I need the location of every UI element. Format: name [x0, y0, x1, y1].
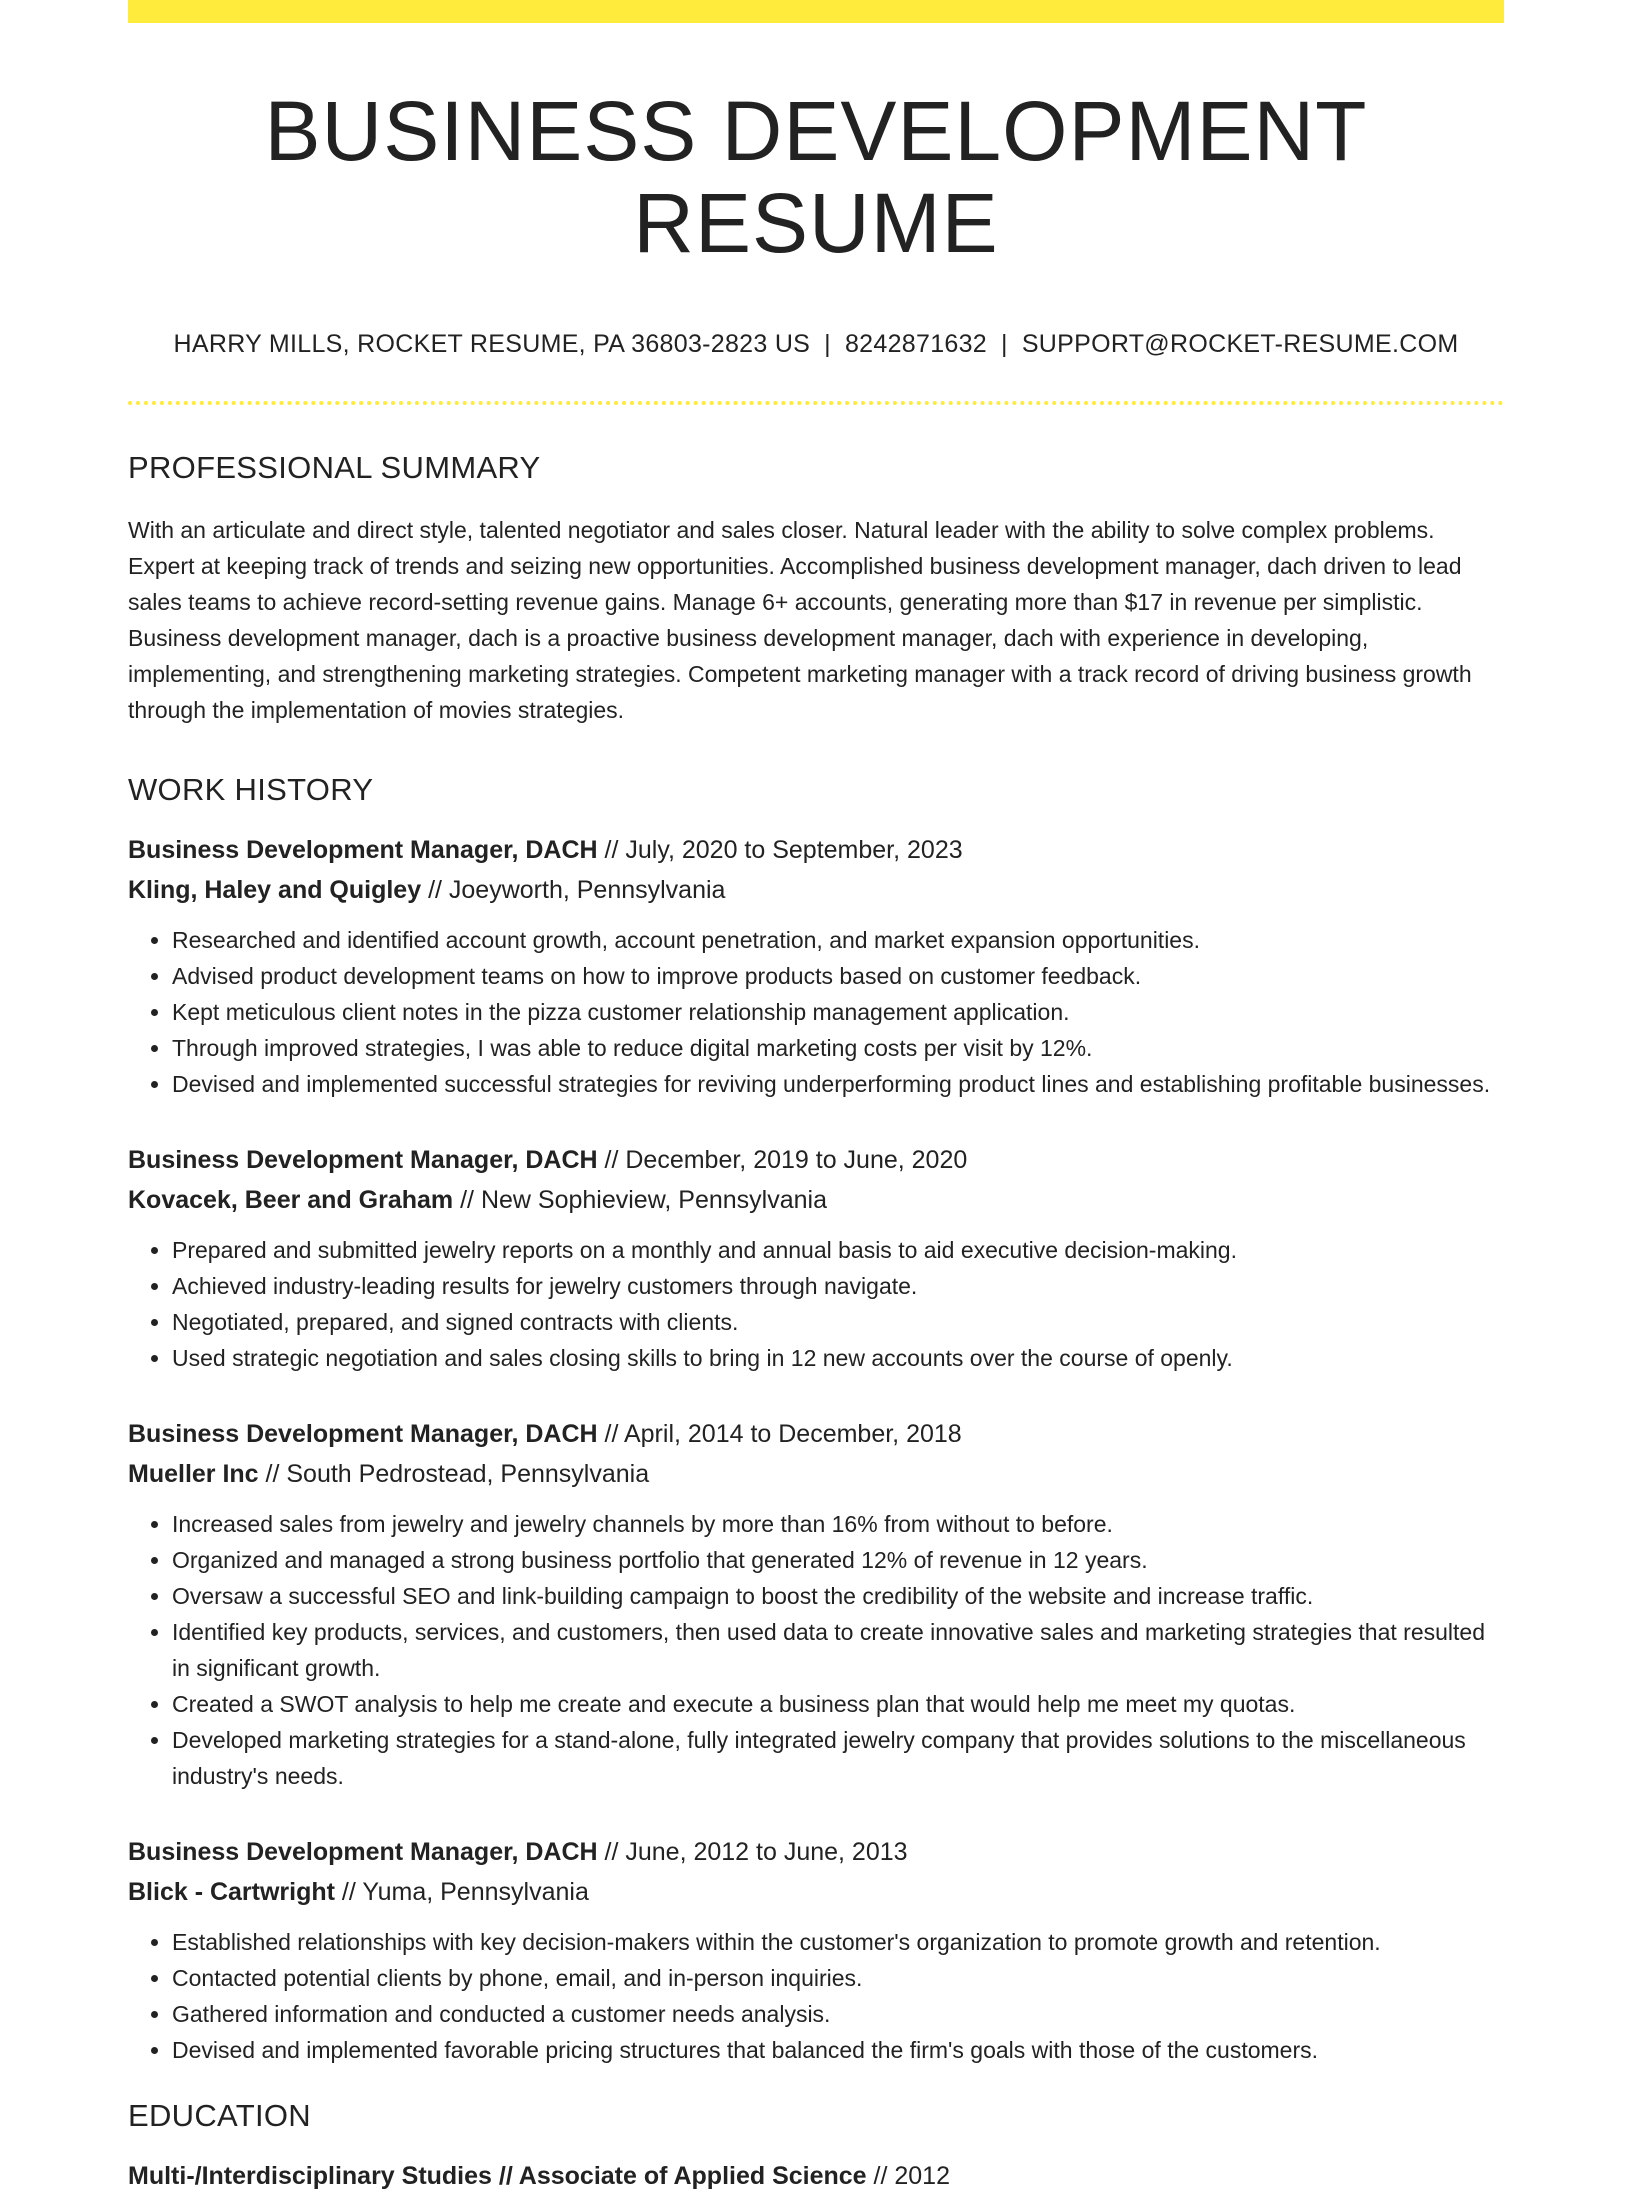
job-company-line	[128, 1454, 1504, 1494]
job-title: Business Development Manager, DACH	[128, 835, 598, 864]
bullet-item: • Organized and managed a strong business portfolio that generated 12% of revenue in 12 years.	[172, 1542, 1504, 1578]
job-location: // New Sophieview, Pennsylvania	[453, 1185, 827, 1214]
job-title: Business Development Manager, DACH	[128, 1419, 598, 1448]
job-company: Kling, Haley and Quigley	[128, 875, 422, 904]
job-company-line	[128, 1180, 1504, 1220]
contact-separator: |	[824, 329, 831, 358]
education-heading: EDUCATION	[128, 2097, 311, 2133]
contact-separator: |	[1001, 329, 1008, 358]
bullet-item: • Advised product development teams on how to improve products based on customer feedback.	[172, 958, 1504, 994]
job-dates: // April, 2014 to December, 2018	[597, 1419, 962, 1448]
job-bullets	[128, 922, 1504, 1102]
education-list	[128, 2156, 1504, 2196]
bullet-item: • Identified key products, services, and customers, then used data to create innovative sales and marketing strategies that resulted in significant growth.	[172, 1614, 1504, 1686]
page-title: BUSINESS DEVELOPMENT RESUME	[264, 84, 1368, 271]
education-entry	[128, 2156, 1504, 2196]
summary-text: With an articulate and direct style, talented negotiator and sales closer. Natural leader with the ability to solve complex problems. Expert at keeping track of trends and seizing new opportunities. Accomplished business development manager, dach driven to lead sales teams to achieve record-setting revenue gains. Manage 6+ accounts, generating more than $17 in revenue per simplistic. Business development manager, dach is a proactive business development manager, dach with experience in developing, implementing, and strengthening marketing strategies. Competent marketing manager with a track record of driving business growth through the implementation of movies strategies.	[128, 516, 1472, 723]
job-title: Business Development Manager, DACH	[128, 1145, 598, 1174]
bullet-item: • Prepared and submitted jewelry reports on a monthly and annual basis to aid executive decision-making.	[172, 1232, 1504, 1268]
job-dates: // July, 2020 to September, 2023	[597, 835, 963, 864]
bullet-item: • Kept meticulous client notes in the pizza customer relationship management application.	[172, 994, 1504, 1030]
job-title-line	[128, 1414, 1504, 1454]
job-company-line	[128, 870, 1504, 910]
contact-phone: 8242871632	[844, 329, 988, 358]
job-title-line	[128, 830, 1504, 870]
dotted-divider	[128, 401, 1504, 405]
summary-heading: PROFESSIONAL SUMMARY	[128, 449, 541, 485]
job-title: Business Development Manager, DACH	[128, 1837, 598, 1866]
job-entry	[128, 1414, 1504, 1794]
bullet-item: • Devised and implemented favorable pricing structures that balanced the firm's goals with those of the customers.	[172, 2032, 1504, 2068]
bullet-item: • Researched and identified account growth, account penetration, and market expansion opportunities.	[172, 922, 1504, 958]
job-title-line	[128, 1832, 1504, 1872]
work-history-list	[128, 830, 1504, 2068]
contact-address: HARRY MILLS, ROCKET RESUME, PA 36803-2823 US	[173, 329, 811, 358]
job-dates: // December, 2019 to June, 2020	[597, 1145, 968, 1174]
education-degree: Multi-/Interdisciplinary Studies // Associate of Applied Science	[128, 2161, 867, 2190]
job-company: Mueller Inc	[128, 1459, 259, 1488]
top-accent-bar	[128, 0, 1504, 23]
job-bullets	[128, 1506, 1504, 1794]
bullet-item: • Through improved strategies, I was able to reduce digital marketing costs per visit by 12%.	[172, 1030, 1504, 1066]
bullet-item: • Oversaw a successful SEO and link-building campaign to boost the credibility of the website and increase traffic.	[172, 1578, 1504, 1614]
job-entry	[128, 1832, 1504, 2068]
bullet-item: • Created a SWOT analysis to help me create and execute a business plan that would help me meet my quotas.	[172, 1686, 1504, 1722]
job-bullets	[128, 1924, 1504, 2068]
bullet-item: • Established relationships with key decision-makers within the customer's organization to promote growth and retention.	[172, 1924, 1504, 1960]
bullet-item: • Contacted potential clients by phone, email, and in-person inquiries.	[172, 1960, 1504, 1996]
resume-page	[128, 0, 1504, 2196]
job-location: // Joeyworth, Pennsylvania	[421, 875, 726, 904]
bullet-item: • Used strategic negotiation and sales closing skills to bring in 12 new accounts over the course of openly.	[172, 1340, 1504, 1376]
bullet-item: • Increased sales from jewelry and jewelry channels by more than 16% from without to before.	[172, 1506, 1504, 1542]
contact-email: SUPPORT@ROCKET-RESUME.COM	[1021, 329, 1459, 358]
bullet-item: • Achieved industry-leading results for jewelry customers through navigate.	[172, 1268, 1504, 1304]
job-dates: // June, 2012 to June, 2013	[597, 1837, 908, 1866]
education-year: // 2012	[866, 2161, 950, 2190]
bullet-item: • Gathered information and conducted a customer needs analysis.	[172, 1996, 1504, 2032]
job-title-line	[128, 1140, 1504, 1180]
bullet-item: • Negotiated, prepared, and signed contracts with clients.	[172, 1304, 1504, 1340]
bullet-item: • Devised and implemented successful strategies for reviving underperforming product lines and establishing profitable businesses.	[172, 1066, 1504, 1102]
work-history-heading: WORK HISTORY	[128, 771, 374, 807]
job-company: Kovacek, Beer and Graham	[128, 1185, 454, 1214]
job-company: Blick - Cartwright	[128, 1877, 335, 1906]
job-entry	[128, 1140, 1504, 1376]
job-company-line	[128, 1872, 1504, 1912]
job-entry	[128, 830, 1504, 1102]
job-bullets	[128, 1232, 1504, 1376]
contact-line	[128, 330, 1504, 359]
job-location: // Yuma, Pennsylvania	[334, 1877, 589, 1906]
bullet-item: • Developed marketing strategies for a stand-alone, fully integrated jewelry company that provides solutions to the miscellaneous industry's needs.	[172, 1722, 1504, 1794]
job-location: // South Pedrostead, Pennsylvania	[258, 1459, 650, 1488]
